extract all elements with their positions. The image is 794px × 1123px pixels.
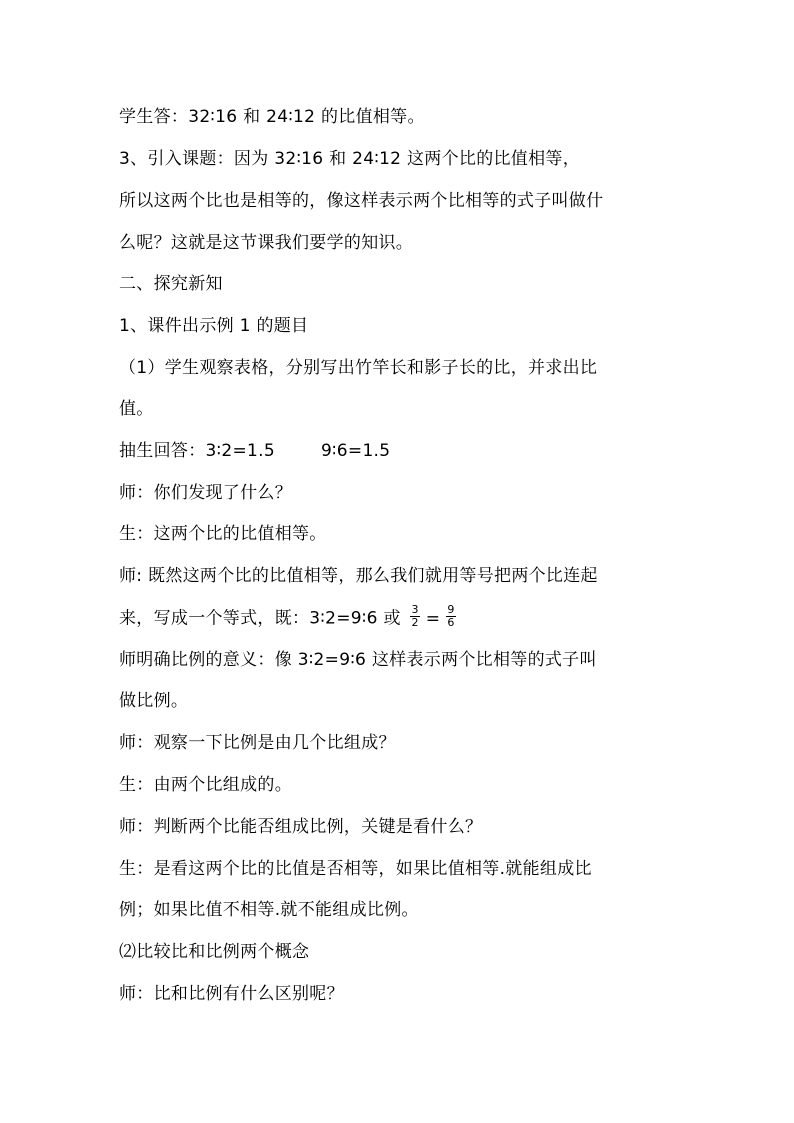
text-line: 师明确比例的意义：像 3∶2=9∶6 这样表示两个比相等的式子叫	[119, 650, 597, 670]
text-line	[119, 439, 390, 463]
text-line: 么呢？这就是这节课我们要学的知识。	[119, 233, 414, 253]
subsection-heading: ⑵比较比和比例两个概念	[119, 942, 310, 962]
fraction-denominator: 6	[447, 616, 455, 629]
text-line: 所以这两个比也是相等的，像这样表示两个比相等的式子叫做什	[119, 191, 604, 211]
text-line: 师：你们发现了什么？	[119, 483, 292, 503]
fraction-numerator: 9	[447, 603, 455, 616]
fraction-numerator: 3	[411, 603, 419, 616]
text-line: 师：比和比例有什么区别呢？	[119, 984, 344, 1004]
text-line: 例；如果比值不相等.就不能组成比例。	[119, 900, 419, 920]
answer-ratio-2: 9∶6=1.5	[320, 441, 391, 461]
text-line: 3、引入课题：因为 32∶16 和 24∶12 这两个比的比值相等，	[119, 149, 581, 169]
equation-prefix: 来，写成一个等式，既：3∶2=9∶6 或	[119, 608, 401, 629]
text-line: 生：这两个比的比值相等。	[119, 524, 327, 544]
text-line: 生：由两个比组成的。	[119, 775, 292, 795]
text-line: 值。	[119, 399, 154, 419]
text-line: 师：判断两个比能否组成比例，关键是看什么？	[119, 817, 483, 837]
text-line	[119, 603, 460, 631]
text-line: （1）学生观察表格，分别写出竹竿长和影子长的比，并求出比	[119, 358, 598, 378]
text-line: 做比例。	[119, 691, 189, 711]
text-line: 师：观察一下比例是由几个比组成？	[119, 733, 396, 753]
fraction-equals: =	[425, 608, 441, 629]
fraction-3-over-2	[410, 604, 419, 629]
answer-ratio-1: 抽生回答：3∶2=1.5	[119, 441, 275, 461]
text-line: 师: 既然这两个比的比值相等，那么我们就用等号把两个比连起	[119, 566, 598, 586]
text-line: 生：是看这两个比的比值是否相等，如果比值相等.就能组成比	[119, 859, 592, 879]
section-heading: 二、探究新知	[119, 274, 223, 294]
fraction-9-over-6	[446, 604, 455, 629]
fraction-denominator: 2	[411, 616, 419, 629]
text-line: 学生答：32∶16 和 24∶12 的比值相等。	[119, 107, 425, 127]
text-line: 1、课件出示例 1 的题目	[119, 316, 309, 336]
